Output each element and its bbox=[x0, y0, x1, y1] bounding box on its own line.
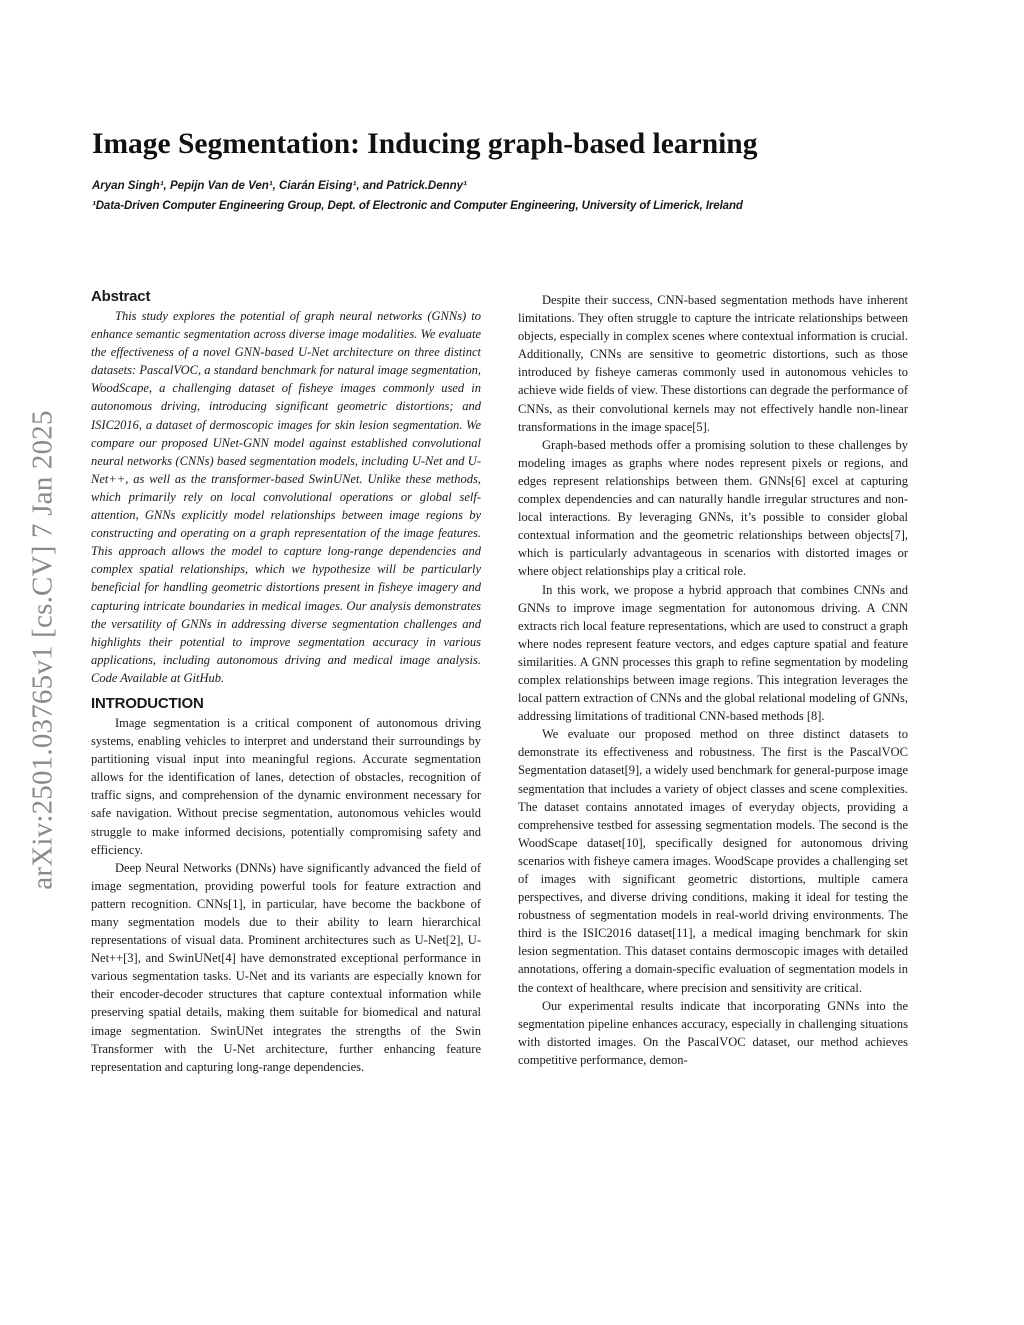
abstract-text: This study explores the potential of graph neural networks (GNNs) to enhance semantic segmentation across diverse image modalities. We evaluate the effectiveness of a novel GNN-based U-Net architecture on three distinct datasets: PascalVOC, a standard benchmark for natural image segmentation, WoodScape, a challenging dataset of fisheye images commonly used in autonomous driving, introducing significant geometric distortions; and ISIC2016, a dataset of dermoscopic images for skin lesion segmentation. We compare our proposed UNet-GNN model against established convolutional neural networks (CNNs) based segmentation models, including U-Net and U-Net++, as well as the transformer-based SwinUNet. Unlike these methods, which primarily rely on local convolutional operations or global self-attention, GNNs explicitly model relationships between image regions by constructing and operating on a graph representation of the image features. This approach allows the model to capture long-range dependencies and complex spatial relationships, which we hypothesize will be particularly beneficial for handling geometric distortions present in fisheye imagery and capturing intricate boundaries in medical images. Our analysis demonstrates the versatility of GNNs in addressing diverse segmentation challenges and highlights their potential to improve segmentation accuracy in various applications, including autonomous driving and medical image analysis. Code Available at GitHub. bbox=[91, 309, 481, 685]
affiliation: ¹Data-Driven Computer Engineering Group, Dept. of Electronic and Computer Engineering, University of Limerick, Ireland bbox=[92, 200, 743, 212]
intro-paragraph: We evaluate our proposed method on three distinct datasets to demonstrate its effectiveness and robustness. The first is the PascalVOC Segmentation dataset[9], a widely used benchmark for general-purpose image segmentation that includes a variety of object classes and scene complexities. The dataset contains annotated images of everyday objects, providing a comprehensive testbed for assessing segmentation models. The second is the WoodScape dataset[10], specifically designed for autonomous driving scenarios with fisheye camera images. WoodScape provides a challenging set of images with significant geometric distortions, multiple camera perspectives, and diverse driving conditions, making it ideal for testing the robustness of segmentation models in real-world driving environments. The third is the ISIC2016 dataset[11], a medical imaging benchmark for skin lesion segmentation. This dataset contains dermoscopic images with detailed annotations, offering a domain-specific evaluation of segmentation models in the context of healthcare, where precision and sensitivity are critical. bbox=[518, 727, 908, 995]
arxiv-identifier-text: arXiv:2501.03765v1 [cs.CV] 7 Jan 2025 bbox=[26, 410, 59, 890]
intro-paragraph: Our experimental results indicate that incorporating GNNs into the segmentation pipeline enhances accuracy, especially in challenging situations with distorted images. On the PascalVOC dataset, our method achieves competitive performance, demon- bbox=[518, 998, 908, 1067]
intro-paragraph: Graph-based methods offer a promising solution to these challenges by modeling images as graphs where nodes represent pixels or regions, and edges represent relationships between them. GNNs[6] excel at capturing complex dependencies and can naturally handle irregular structures and non-local interactions. By leveraging GNNs, it’s possible to consider global contextual information and the geometric relationships between objects[7], which is particularly advantageous in scenarios with distorted images or where object relationships play a critical role. bbox=[518, 437, 908, 579]
author-list: Aryan Singh¹, Pepijn Van de Ven¹, Ciarán Eising¹, and Patrick.Denny¹ bbox=[92, 180, 467, 192]
arxiv-identifier bbox=[18, 365, 68, 935]
right-column bbox=[518, 291, 908, 1069]
abstract-heading: Abstract bbox=[91, 288, 151, 305]
introduction-heading: INTRODUCTION bbox=[91, 694, 204, 712]
intro-paragraph: Despite their success, CNN-based segmentation methods have inherent limitations. They often struggle to capture the intricate relationships between objects, especially in complex scenes where contextual information is crucial. Additionally, CNNs are sensitive to geometric distortions, such as those introduced by fisheye cameras commonly used in autonomous vehicles to achieve wide fields of view. These distortions can degrade the performance of CNNs, as their convolutional kernels may not effectively handle non-linear transformations in the image space[5]. bbox=[518, 293, 908, 434]
intro-paragraph: Deep Neural Networks (DNNs) have significantly advanced the field of image segmentation, providing powerful tools for feature extraction and pattern recognition. CNNs[1], in particular, have become the backbone of many segmentation models due to their ability to learn hierarchical representations of visual data. Prominent architectures such as U-Net[2], U-Net++[3], and SwinUNet[4] have demonstrated exceptional performance in various segmentation tasks. U-Net and its variants are especially known for their encoder-decoder structures that capture contextual information while preserving spatial details, making them suitable for biomedical and natural image segmentation. SwinUNet integrates the strengths of the Swin Transformer with the U-Net architecture, further enhancing feature representation and capturing long-range dependencies. bbox=[91, 860, 481, 1074]
intro-paragraph: Image segmentation is a critical component of autonomous driving systems, enabling vehicles to interpret and understand their surroundings by partitioning visual input into meaningful regions. Accurate segmentation allows for the identification of lanes, detection of obstacles, recognition of traffic signs, and comprehension of the dynamic environment necessary for safe navigation. Without precise segmentation, autonomous vehicles would struggle to make informed decisions, potentially compromising safety and efficiency. bbox=[91, 715, 481, 857]
intro-paragraph: In this work, we propose a hybrid approach that combines CNNs and GNNs to improve image segmentation for autonomous driving. A CNN extracts rich local feature representations, which are used to construct a graph where nodes represent feature vectors, and edges capture spatial and feature similarities. A GNN processes this graph to refine segmentation by modeling complex relationships between image regions. This integration leverages the local pattern extraction of CNNs and the global relational modeling of GNNs, addressing limitations of traditional CNN-based methods [8]. bbox=[518, 582, 908, 724]
paper-title: Image Segmentation: Inducing graph-based learning bbox=[92, 128, 758, 160]
left-column bbox=[91, 288, 481, 1076]
